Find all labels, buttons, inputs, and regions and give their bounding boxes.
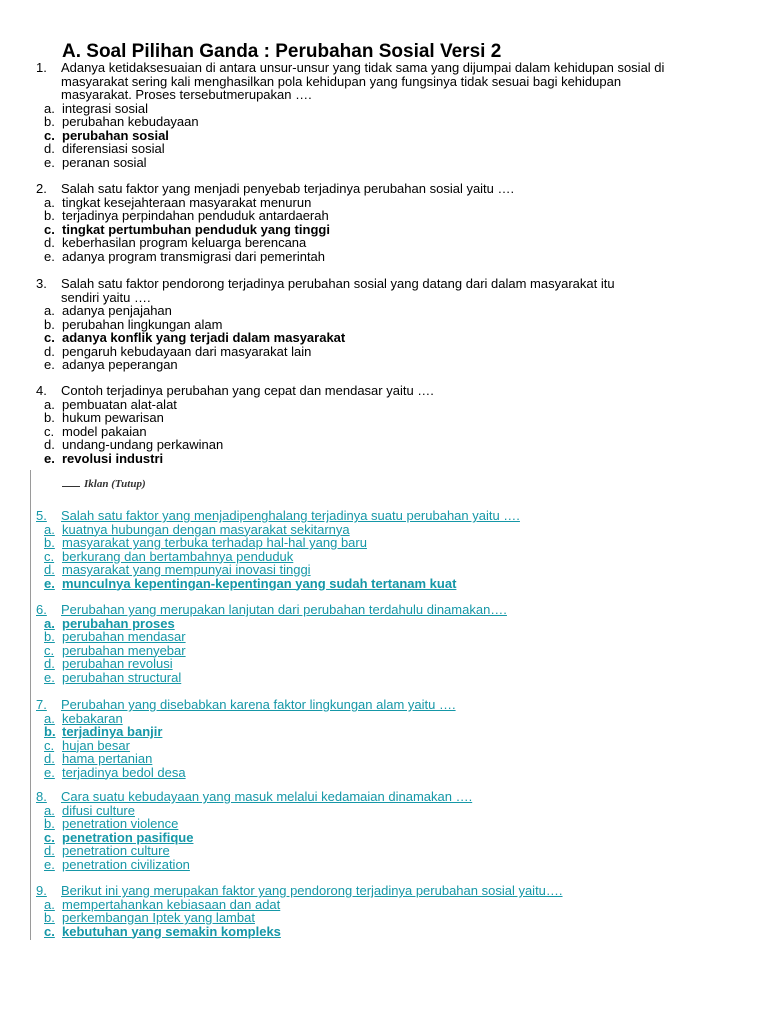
option-letter: a. (44, 396, 55, 412)
option-text: hama pertanian (62, 751, 153, 766)
option-text: kebutuhan yang semakin kompleks (62, 923, 281, 939)
option-d (44, 438, 748, 452)
question-number: 9. (36, 883, 47, 898)
option-text: terjadinya bedol desa (62, 764, 186, 780)
question-line: sendiri yaitu …. (61, 289, 151, 305)
question-2 (36, 182, 748, 263)
question-number: 2. (36, 181, 47, 196)
option-text: perubahan kebudayaan (62, 114, 199, 129)
options-list (44, 804, 748, 872)
option-letter: a. (44, 896, 55, 912)
option-text: kuatnya hubungan dengan masyarakat sekitarnya (62, 521, 350, 537)
question-5[interactable] (36, 509, 748, 590)
question-line: Perubahan yang merupakan lanjutan dari perubahan terdahulu dinamakan…. (61, 602, 507, 617)
option-text: adanya program transmigrasi dari pemerintah (62, 248, 326, 264)
option-text: masyarakat yang terbuka terhadap hal-hal yang baru (62, 535, 367, 550)
option-e (44, 156, 748, 170)
option-c[interactable] (44, 831, 748, 845)
option-text: masyarakat yang mempunyai inovasi tinggi (62, 562, 311, 577)
ad-label: Iklan (Tutup) (84, 478, 146, 490)
option-text: difusi culture (62, 802, 135, 818)
question-3 (36, 277, 748, 372)
option-text: penetration civilization (62, 856, 190, 872)
option-e[interactable] (44, 858, 748, 872)
question-7[interactable] (36, 698, 748, 779)
options-list (44, 898, 748, 939)
question-stem[interactable] (36, 790, 748, 804)
option-text: penetration culture (62, 843, 170, 858)
question-line: Perubahan yang disebabkan karena faktor lingkungan alam yaitu …. (61, 697, 456, 712)
question-stem (36, 61, 748, 102)
option-letter: c. (44, 737, 55, 753)
option-letter: a. (44, 303, 55, 318)
option-letter: b. (44, 724, 56, 739)
option-b (44, 115, 748, 129)
option-c (44, 425, 748, 439)
option-a[interactable] (44, 523, 748, 537)
option-letter: b. (44, 208, 55, 223)
option-c (44, 331, 748, 345)
question-number: 6. (36, 602, 47, 617)
option-b (44, 411, 748, 425)
question-4 (36, 384, 748, 465)
option-letter: e. (44, 856, 55, 872)
option-text: tingkat kesejahteraan masyarakat menurun (62, 194, 312, 210)
question-line: Adanya ketidaksesuaian di antara unsur-unsur yang tidak sama yang dijumpai dalam kehidupan sosial di (61, 60, 665, 75)
option-d[interactable] (44, 752, 748, 766)
option-b[interactable] (44, 536, 748, 550)
option-letter: c. (44, 642, 55, 658)
option-letter: d. (44, 843, 55, 858)
option-text: penetration pasifique (62, 829, 194, 845)
option-letter: e. (44, 764, 55, 780)
option-text: perubahan sosial (62, 127, 169, 143)
option-c[interactable] (44, 925, 748, 939)
option-text: berkurang dan bertambahnya penduduk (62, 548, 294, 564)
question-1 (36, 61, 748, 169)
question-number: 4. (36, 383, 47, 398)
options-list (44, 523, 748, 591)
option-text: penetration violence (62, 816, 179, 831)
question-line: Salah satu faktor yang menjadipenghalang terjadinya suatu perubahan yaitu …. (61, 508, 520, 523)
option-text: perubahan mendasar (62, 629, 186, 644)
option-letter: c. (44, 548, 55, 564)
option-c[interactable] (44, 550, 748, 564)
option-letter: a. (44, 615, 55, 631)
option-letter: d. (44, 343, 55, 359)
option-b[interactable] (44, 725, 748, 739)
option-a[interactable] (44, 898, 748, 912)
options-list (44, 712, 748, 780)
option-letter: a. (44, 710, 55, 726)
option-letter: b. (44, 629, 55, 644)
question-8[interactable] (36, 790, 748, 871)
option-a (44, 196, 748, 210)
question-number: 7. (36, 697, 47, 712)
option-b (44, 209, 748, 223)
option-text: kebakaran (62, 710, 123, 726)
option-a (44, 398, 748, 412)
question-stem[interactable] (36, 509, 748, 523)
option-letter: b. (44, 114, 55, 129)
question-line: Berikut ini yang merupakan faktor yang pendorong terjadinya perubahan sosial yaitu…. (61, 883, 563, 898)
option-b[interactable] (44, 817, 748, 831)
option-letter: e. (44, 575, 55, 591)
options-list (44, 196, 748, 264)
option-letter: e. (44, 357, 55, 372)
question-line: Cara suatu kebudayaan yang masuk melalui kedamaian dinamakan …. (61, 789, 473, 804)
question-stem[interactable] (36, 884, 748, 898)
question-number: 5. (36, 508, 47, 523)
option-letter: d. (44, 656, 55, 671)
option-e (44, 358, 748, 372)
question-6[interactable] (36, 603, 748, 684)
option-letter: c. (44, 923, 55, 939)
option-b[interactable] (44, 630, 748, 644)
ad-close-link[interactable] (62, 478, 146, 490)
option-text: model pakaian (62, 423, 147, 439)
question-number: 8. (36, 789, 47, 804)
option-text: undang-undang perkawinan (62, 437, 224, 452)
option-letter: b. (44, 535, 55, 550)
option-letter: b. (44, 316, 55, 332)
option-text: hujan besar (62, 737, 130, 753)
option-text: terjadinya banjir (62, 724, 163, 739)
option-letter: e. (44, 669, 55, 685)
option-d[interactable] (44, 657, 748, 671)
ad-dash (62, 486, 80, 487)
option-text: peranan sosial (62, 154, 147, 170)
option-text: adanya penjajahan (62, 303, 172, 318)
option-text: mempertahankan kebiasaan dan adat (62, 896, 281, 912)
option-c (44, 129, 748, 143)
option-letter: c. (44, 330, 55, 345)
option-a[interactable] (44, 712, 748, 726)
option-text: integrasi sosial (62, 100, 148, 116)
option-text: perubahan revolusi (62, 656, 173, 671)
option-letter: e. (44, 248, 55, 264)
option-letter: e. (44, 450, 55, 466)
option-text: perubahan lingkungan alam (62, 316, 223, 332)
option-d (44, 345, 748, 359)
option-text: revolusi industri (62, 450, 164, 466)
option-text: terjadinya perpindahan penduduk antardaerah (62, 208, 329, 223)
option-e[interactable] (44, 671, 748, 685)
option-text: perubahan menyebar (62, 642, 186, 658)
option-a[interactable] (44, 617, 748, 631)
option-text: adanya peperangan (62, 357, 178, 372)
option-b[interactable] (44, 911, 748, 925)
question-stem[interactable] (36, 603, 748, 617)
option-letter: c. (44, 127, 55, 143)
option-d (44, 236, 748, 250)
option-text: keberhasilan program keluarga berencana (62, 235, 307, 250)
page-title: A. Soal Pilihan Ganda : Perubahan Sosial Versi 2 (62, 41, 502, 62)
question-line: Salah satu faktor pendorong terjadinya perubahan sosial yang datang dari dalam masyarakat itu (61, 276, 615, 291)
option-letter: a. (44, 100, 55, 116)
option-letter: c. (44, 829, 55, 845)
options-list (44, 304, 748, 372)
option-a (44, 102, 748, 116)
option-e[interactable] (44, 766, 748, 780)
question-line: masyarakat. Proses tersebutmerupakan …. (61, 87, 312, 102)
option-c (44, 223, 748, 237)
option-d (44, 142, 748, 156)
option-text: hukum pewarisan (62, 410, 164, 425)
option-letter: a. (44, 802, 55, 818)
option-letter: d. (44, 235, 55, 250)
option-text: perubahan proses (62, 615, 175, 631)
option-c[interactable] (44, 644, 748, 658)
question-stem[interactable] (36, 698, 748, 712)
option-text: munculnya kepentingan-kepentingan yang sudah tertanam kuat (62, 575, 457, 591)
left-margin-rule (30, 470, 31, 940)
option-text: diferensiasi sosial (62, 141, 165, 156)
option-e[interactable] (44, 577, 748, 591)
option-e (44, 250, 748, 264)
option-d[interactable] (44, 844, 748, 858)
option-letter: a. (44, 194, 55, 210)
option-b (44, 318, 748, 332)
question-line: Salah satu faktor yang menjadi penyebab terjadinya perubahan sosial yaitu …. (61, 181, 515, 196)
option-letter: c. (44, 221, 55, 237)
option-d[interactable] (44, 563, 748, 577)
option-letter: d. (44, 141, 55, 156)
option-letter: c. (44, 423, 55, 439)
question-line: masyarakat sering kali menghasilkan pola kehidupan yang fungsinya tidak sesuai bagi kehidupan (61, 73, 622, 89)
question-number: 3. (36, 276, 47, 291)
option-letter: b. (44, 816, 55, 831)
option-letter: d. (44, 562, 55, 577)
question-stem (36, 384, 748, 398)
question-stem (36, 182, 748, 196)
question-number: 1. (36, 60, 47, 75)
option-letter: d. (44, 437, 55, 452)
option-text: adanya konflik yang terjadi dalam masyarakat (62, 330, 346, 345)
option-text: perubahan structural (62, 669, 182, 685)
option-c[interactable] (44, 739, 748, 753)
option-letter: d. (44, 751, 55, 766)
option-text: pengaruh kebudayaan dari masyarakat lain (62, 343, 312, 359)
option-text: pembuatan alat-alat (62, 396, 177, 412)
question-line: Contoh terjadinya perubahan yang cepat dan mendasar yaitu …. (61, 383, 434, 398)
options-list (44, 398, 748, 466)
question-9[interactable] (36, 884, 748, 938)
question-stem (36, 277, 748, 304)
options-list (44, 102, 748, 170)
option-text: perkembangan Iptek yang lambat (62, 910, 255, 925)
option-letter: a. (44, 521, 55, 537)
option-text: tingkat pertumbuhan penduduk yang tinggi (62, 221, 330, 237)
option-a (44, 304, 748, 318)
option-letter: e. (44, 154, 55, 170)
option-e (44, 452, 748, 466)
options-list (44, 617, 748, 685)
option-letter: b. (44, 910, 55, 925)
option-letter: b. (44, 410, 55, 425)
option-a[interactable] (44, 804, 748, 818)
